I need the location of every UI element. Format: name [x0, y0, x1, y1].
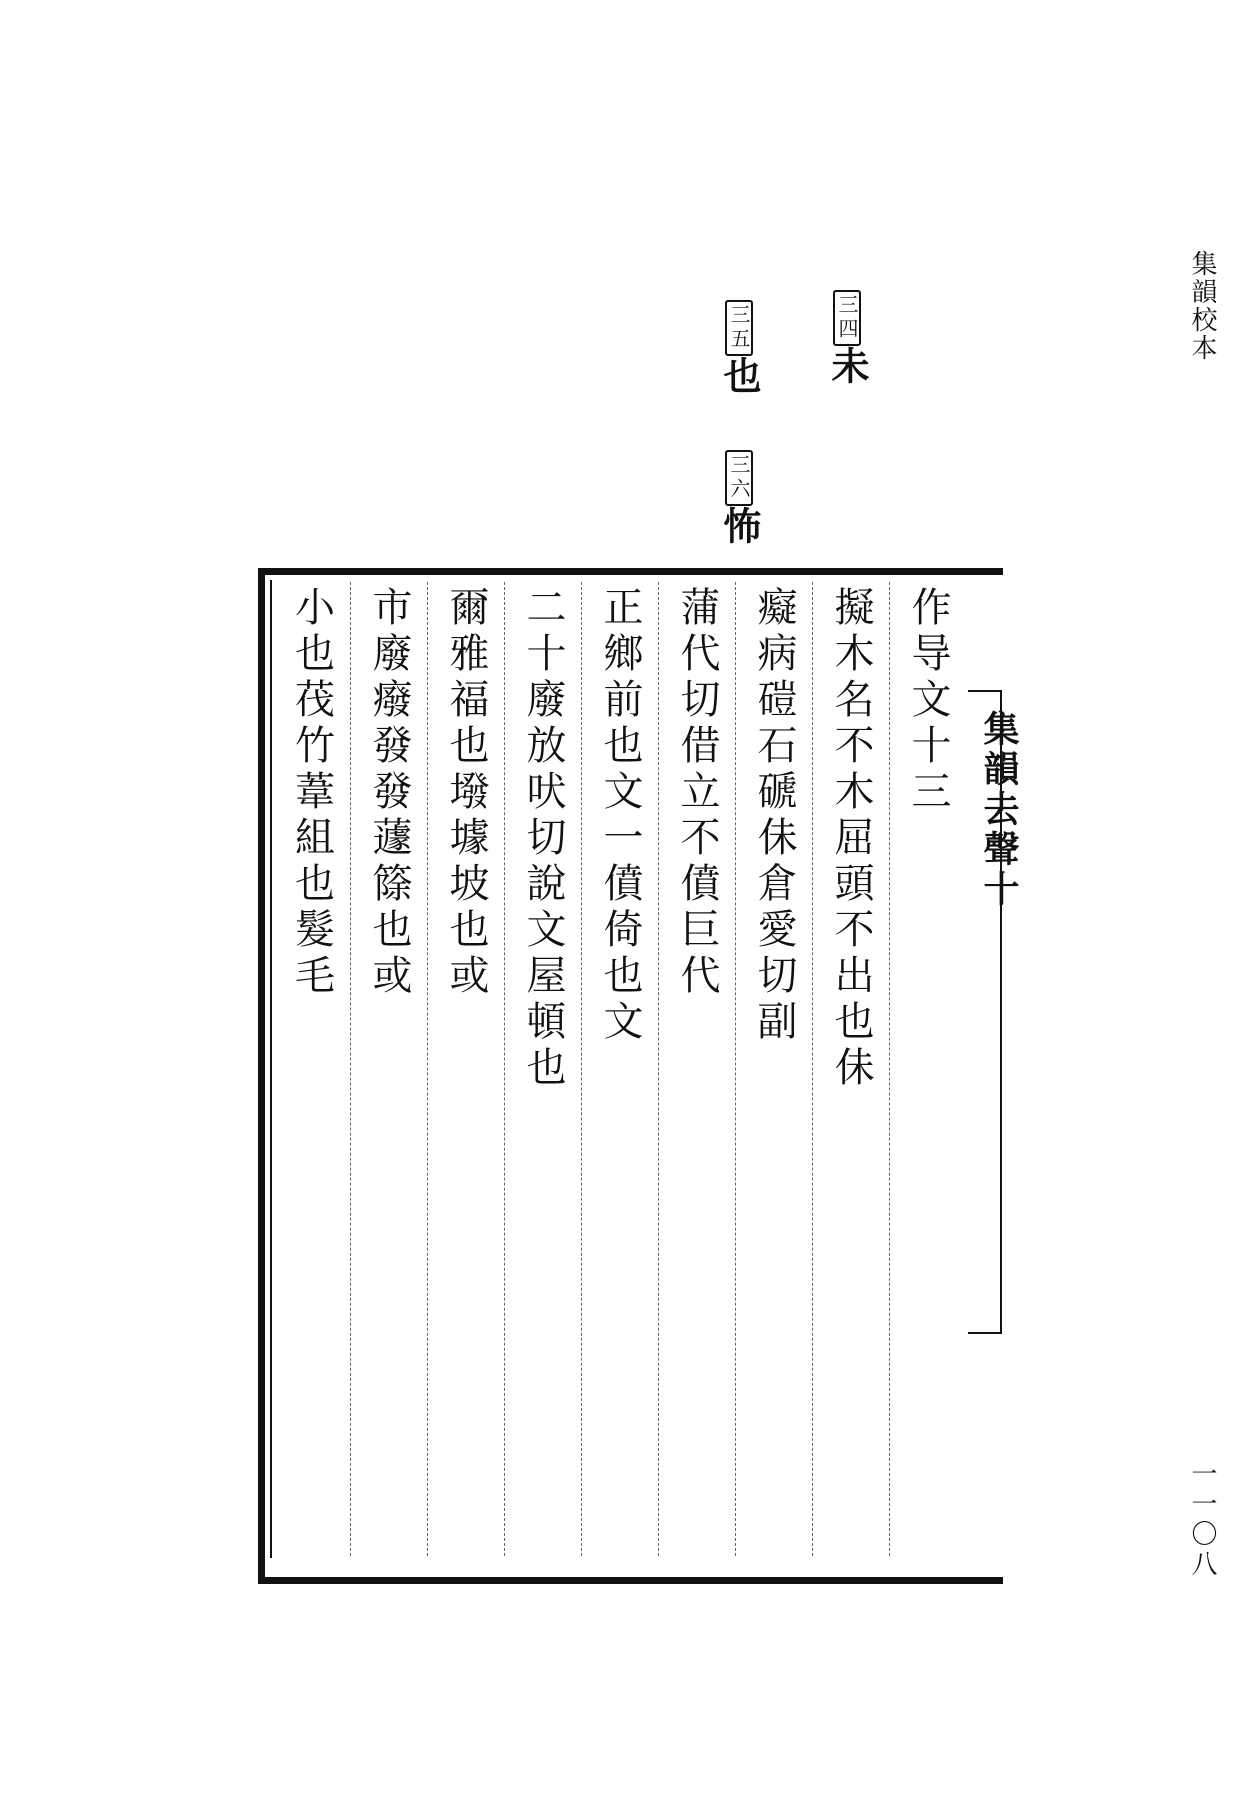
column-text: 擬木名不木屈頭不出也佅: [828, 586, 874, 1092]
text-columns: [272, 582, 966, 1556]
column-text: 作导文十三: [905, 586, 951, 816]
page-number: 一一〇八: [1187, 1460, 1217, 1580]
text-column: [273, 582, 350, 1556]
text-column: [504, 582, 581, 1556]
column-text: 爾雅福也墢壉坡也或: [443, 586, 489, 1000]
note-marker: 三五: [725, 300, 753, 356]
text-column: [812, 582, 889, 1556]
text-column: [581, 582, 658, 1556]
collation-note-36: [712, 450, 767, 548]
note-marker: 三四: [833, 290, 861, 346]
text-column: [735, 582, 812, 1556]
column-text: 市廢癈發發蘧篨也或: [366, 586, 412, 1000]
column-text: 二十廢放吠切說文屋頓也: [520, 586, 566, 1092]
column-text: 小也茷竹葦組也髮毛: [288, 586, 335, 1000]
note-text: 怖: [717, 506, 762, 548]
note-text: 也: [717, 356, 762, 398]
text-column: [658, 582, 735, 1556]
book-title: 集韻校本: [1187, 250, 1217, 362]
note-text: 未: [825, 346, 870, 388]
block-tab-label: 集韻去聲十: [978, 710, 1020, 910]
column-text: 癡病磑石磃佅倉愛切副: [751, 586, 797, 1046]
text-column: [889, 582, 966, 1556]
column-text: 蒲代切借立不僨巨代: [674, 586, 720, 1000]
collation-note-35: [712, 300, 767, 398]
text-column: [350, 582, 427, 1556]
text-column: [427, 582, 504, 1556]
note-marker: 三六: [725, 450, 753, 506]
collation-note-34: [820, 290, 875, 388]
column-text: 正鄉前也文一僨倚也文: [597, 586, 643, 1046]
